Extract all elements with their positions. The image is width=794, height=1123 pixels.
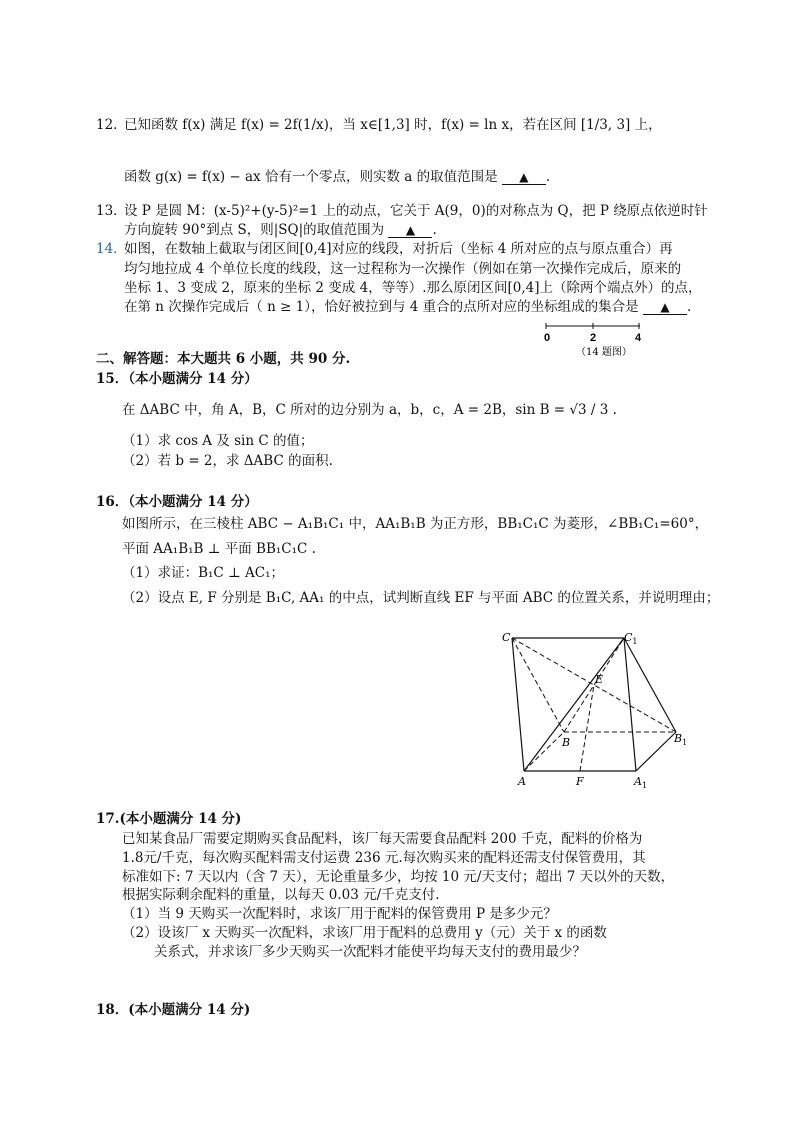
q12-line2-end: . — [545, 169, 551, 185]
q16-part2: （2）设点 E, F 分别是 B₁C, AA₁ 的中点，试判断直线 EF 与平面 ABC 的位置关系，并说明理由； — [122, 590, 720, 606]
q18-header: 18．(本小题满分 14 分) — [96, 1002, 251, 1018]
q16-stem2: 平面 AA₁B₁B ⊥ 平面 BB₁C₁C . — [122, 541, 316, 557]
q17-header: 17.(本小题满分 14 分) — [96, 811, 242, 827]
label-B: B — [562, 736, 571, 749]
q17-line4: 根据实际剩余配料的重量，以每天 0.03 元/千克支付. — [122, 887, 440, 903]
q12-line2-text: 函数 g(x) = f(x) − ax 恰有一个零点，则实数 a 的取值范围是 — [124, 169, 498, 185]
q13-line2-end: . — [432, 222, 437, 238]
edge-C1-A1 — [624, 638, 636, 771]
q17-line1: 已知某食品厂需要定期购买食品配料，该厂每天需要食品配料 200 千克，配料的价格为 — [122, 831, 643, 847]
label-E: E — [595, 673, 604, 686]
label-F: F — [576, 775, 584, 788]
q16-stem1: 如图所示，在三棱柱 ABC − A₁B₁C₁ 中，AA₁B₁B 为正方形，BB₁C₁C 为菱形，∠BB₁C₁=60°， — [122, 516, 709, 532]
q17-part2-line2: 关系式，并求该厂多少天购买一次配料才能使平均每天支付的费用最少？ — [154, 944, 586, 960]
q13-number: 13． — [96, 203, 127, 219]
section-title: 二、解答题：本大题共 6 小题，共 90 分. — [96, 351, 351, 367]
q13-answer-blank — [388, 223, 432, 238]
q13-line2-text: 方向旋转 90°到点 S，则|SQ|的取值范围为 — [124, 222, 385, 238]
q14-answer-blank — [643, 300, 687, 315]
q15-stem: 在 ΔABC 中，角 A，B，C 所对的边分别为 a，b，c，A = 2B，sin B = √3 / 3 . — [122, 402, 617, 418]
edge-A1-B1 — [636, 732, 676, 771]
q16-part1: （1）求证：B₁C ⊥ AC₁； — [122, 565, 285, 581]
label-B1: $B_1$ — [674, 732, 688, 747]
q17-part1: （1）当 9 天购买一次配料时，求该厂用于配料的保管费用 P 是多少元？ — [122, 906, 557, 922]
q14-line4 — [124, 298, 691, 316]
q14-line2: 均匀地拉成 4 个单位长度的线段，这一过程称为一次操作（例如在第一次操作完成后，原来的 — [124, 261, 682, 277]
q13-line1: 设 P 是圆 M：(x-5)²+(y-5)²=1 上的动点，它关于 A(9，0)的对称点为 Q，把 P 绕原点依逆时针 — [124, 203, 708, 219]
label-A1: $A_1$ — [634, 775, 648, 790]
q14-line3: 坐标 1、3 变成 2，原来的坐标 2 变成 4，等等）.那么原闭区间[0,4]上（除两个端点外）的点， — [124, 280, 702, 296]
label-C1: $C_1$ — [624, 631, 638, 646]
edge-A-C1 — [524, 638, 624, 771]
q12-number: 12． — [96, 117, 127, 133]
label-C: C — [502, 631, 511, 644]
q14-answer-mark: ▲ — [660, 300, 670, 314]
tick-label-0: 0 — [544, 332, 551, 344]
q15-part2: （2）若 b = 2，求 ΔABC 的面积. — [122, 453, 333, 469]
q12-answer-blank — [502, 170, 546, 185]
q14-number: 14． — [96, 241, 127, 257]
q14-line4-end: . — [686, 299, 692, 315]
tick-label-4: 4 — [635, 332, 642, 344]
q16-header: 16．（本小题满分 14 分） — [96, 494, 258, 510]
q12-answer-mark: ▲ — [519, 170, 529, 184]
tick-label-2: 2 — [590, 332, 597, 344]
label-A: A — [518, 775, 526, 788]
q15-part1: （1）求 cos A 及 sin C 的值； — [122, 433, 314, 449]
q14-line4-text: 在第 n 次操作完成后（ n ≥ 1），恰好被拉到与 4 重合的点所对应的坐标组成的集合是 — [124, 299, 639, 315]
q14-line1: 如图，在数轴上截取与闭区间[0,4]对应的线段，对折后（坐标 4 所对应的点与原点重合）再 — [124, 241, 673, 257]
q14-number-line-figure — [538, 320, 648, 362]
q13-line2 — [124, 221, 437, 239]
q12-line1: 已知函数 f(x) 满足 f(x) = 2f(1/x)，当 x∈[1,3] 时，f(x) = ln x，若在区间 [1/3, 3] 上， — [124, 117, 662, 133]
q12-line2 — [124, 168, 550, 186]
edge-F-E — [580, 685, 594, 771]
q15-header: 15．（本小题满分 14 分） — [96, 371, 258, 387]
q17-line2: 1.8元/千克，每次购买配料需支付运费 236 元.每次购买来的配料还需支付保管费用，其 — [122, 850, 646, 866]
figure-caption: （14 题图） — [576, 347, 632, 358]
q13-answer-mark: ▲ — [405, 223, 416, 237]
q16-prism-figure — [496, 626, 696, 790]
edge-C-A — [512, 638, 524, 771]
edge-A-B — [524, 732, 564, 771]
q17-line3: 标准如下: 7 天以内（含 7 天），无论重量多少，均按 10 元/天支付；超出 7 天以外的天数， — [122, 869, 675, 885]
q17-part2-line1: （2）设该厂 x 天购买一次配料，求该厂用于配料的总费用 y（元）关于 x 的函数 — [122, 925, 607, 941]
